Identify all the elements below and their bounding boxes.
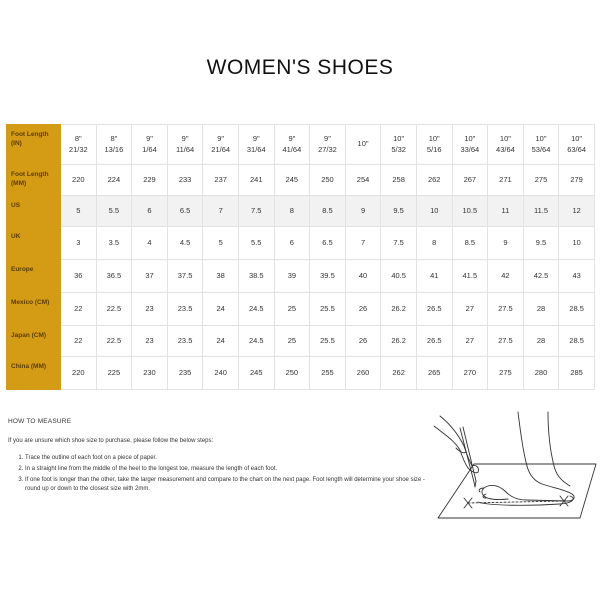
size-chart-row (7, 260, 595, 293)
size-cell: 220 (61, 165, 97, 196)
measure-step: 3. If one foot is longer than the other, take the larger measurement and compare to the chart on the next page. Foot length will determine your shoe size - round up or down to the closest size with 2mm. (25, 476, 428, 494)
size-cell: 9" 21/64 (203, 125, 239, 165)
row-header: UK (7, 227, 61, 260)
measure-step: 1. Trace the outline of each foot on a piece of paper. (25, 454, 428, 463)
size-cell: 12 (559, 196, 595, 227)
size-cell: 36.5 (96, 260, 132, 293)
size-cell: 8.5 (452, 227, 488, 260)
size-cell: 37 (132, 260, 168, 293)
size-cell: 250 (274, 357, 310, 390)
size-cell: 9" 11/64 (167, 125, 203, 165)
size-cell: 255 (310, 357, 346, 390)
size-cell: 8.5 (310, 196, 346, 227)
size-chart-row (7, 165, 595, 196)
size-cell: 9.5 (523, 227, 559, 260)
size-cell: 10.5 (452, 196, 488, 227)
size-cell: 9 (488, 227, 524, 260)
size-cell: 25.5 (310, 326, 346, 357)
size-cell: 22 (61, 293, 97, 326)
size-cell: 258 (381, 165, 417, 196)
size-cell: 38.5 (238, 260, 274, 293)
size-chart-body (7, 125, 595, 390)
size-cell: 10" 43/64 (488, 125, 524, 165)
size-cell: 22 (61, 326, 97, 357)
size-cell: 229 (132, 165, 168, 196)
size-cell: 271 (488, 165, 524, 196)
how-to-measure-steps (8, 454, 428, 494)
size-cell: 262 (416, 165, 452, 196)
size-cell: 41.5 (452, 260, 488, 293)
size-cell: 28 (523, 326, 559, 357)
size-cell: 6 (132, 196, 168, 227)
size-cell: 250 (310, 165, 346, 196)
page-title: WOMEN'S SHOES (206, 56, 394, 79)
size-cell: 27 (452, 293, 488, 326)
size-cell: 24.5 (238, 326, 274, 357)
size-cell: 237 (203, 165, 239, 196)
size-cell: 8 (274, 196, 310, 227)
size-cell: 9" 1/64 (132, 125, 168, 165)
size-cell: 285 (559, 357, 595, 390)
size-cell: 10 (559, 227, 595, 260)
size-cell: 24 (203, 326, 239, 357)
size-cell: 26.2 (381, 326, 417, 357)
size-cell: 254 (345, 165, 381, 196)
size-chart-table (6, 124, 595, 390)
size-cell: 40.5 (381, 260, 417, 293)
size-cell: 9.5 (381, 196, 417, 227)
size-cell: 8" 13/16 (96, 125, 132, 165)
size-cell: 25 (274, 293, 310, 326)
size-cell: 275 (523, 165, 559, 196)
size-chart-row (7, 125, 595, 165)
size-cell: 26.5 (416, 326, 452, 357)
size-chart-row (7, 196, 595, 227)
size-cell: 28.5 (559, 293, 595, 326)
foot-tracing-illustration-icon (430, 410, 598, 528)
size-cell: 39 (274, 260, 310, 293)
size-cell: 9" 27/32 (310, 125, 346, 165)
size-cell: 3.5 (96, 227, 132, 260)
size-cell: 10" (345, 125, 381, 165)
how-to-measure-intro: If you are unsure which shoe size to purchase, please follow the below steps: (8, 438, 214, 444)
size-cell: 10" 5/16 (416, 125, 452, 165)
size-cell: 26 (345, 326, 381, 357)
size-cell: 43 (559, 260, 595, 293)
measure-step: 2. In a straight line from the middle of the heel to the longest toe, measure the length of each foot. (25, 465, 428, 474)
size-cell: 9" 41/64 (274, 125, 310, 165)
size-cell: 11 (488, 196, 524, 227)
how-to-measure-heading: HOW TO MEASURE (8, 418, 72, 425)
size-cell: 4.5 (167, 227, 203, 260)
size-cell: 5.5 (238, 227, 274, 260)
size-cell: 26.5 (416, 293, 452, 326)
size-cell: 5 (61, 196, 97, 227)
size-cell: 22.5 (96, 326, 132, 357)
size-cell: 10" 5/32 (381, 125, 417, 165)
row-header: Mexico (CM) (7, 293, 61, 326)
size-cell: 5.5 (96, 196, 132, 227)
size-chart-row (7, 227, 595, 260)
size-cell: 22.5 (96, 293, 132, 326)
size-cell: 37.5 (167, 260, 203, 293)
size-cell: 260 (345, 357, 381, 390)
size-cell: 241 (238, 165, 274, 196)
size-cell: 279 (559, 165, 595, 196)
size-cell: 25 (274, 326, 310, 357)
size-cell: 270 (452, 357, 488, 390)
size-cell: 262 (381, 357, 417, 390)
size-cell: 23 (132, 293, 168, 326)
size-cell: 230 (132, 357, 168, 390)
size-cell: 8" 21/32 (61, 125, 97, 165)
size-cell: 6.5 (310, 227, 346, 260)
size-cell: 245 (274, 165, 310, 196)
size-cell: 42.5 (523, 260, 559, 293)
size-cell: 6 (274, 227, 310, 260)
row-header: Europe (7, 260, 61, 293)
size-cell: 28 (523, 293, 559, 326)
size-cell: 3 (61, 227, 97, 260)
size-chart-row (7, 357, 595, 390)
size-cell: 41 (416, 260, 452, 293)
size-cell: 24.5 (238, 293, 274, 326)
size-cell: 240 (203, 357, 239, 390)
size-cell: 27.5 (488, 326, 524, 357)
size-chart-row (7, 293, 595, 326)
size-cell: 233 (167, 165, 203, 196)
size-cell: 5 (203, 227, 239, 260)
size-cell: 11.5 (523, 196, 559, 227)
size-cell: 23.5 (167, 293, 203, 326)
size-cell: 23.5 (167, 326, 203, 357)
size-cell: 7 (345, 227, 381, 260)
size-cell: 225 (96, 357, 132, 390)
size-cell: 7.5 (381, 227, 417, 260)
size-cell: 42 (488, 260, 524, 293)
size-cell: 28.5 (559, 326, 595, 357)
size-cell: 9" 31/64 (238, 125, 274, 165)
how-to-measure-section (8, 418, 428, 496)
size-cell: 40 (345, 260, 381, 293)
size-cell: 10" 63/64 (559, 125, 595, 165)
size-cell: 275 (488, 357, 524, 390)
size-cell: 6.5 (167, 196, 203, 227)
size-cell: 25.5 (310, 293, 346, 326)
size-cell: 8 (416, 227, 452, 260)
size-cell: 10 (416, 196, 452, 227)
size-cell: 267 (452, 165, 488, 196)
size-cell: 9 (345, 196, 381, 227)
size-cell: 24 (203, 293, 239, 326)
size-cell: 23 (132, 326, 168, 357)
size-cell: 26.2 (381, 293, 417, 326)
size-cell: 7.5 (238, 196, 274, 227)
size-cell: 280 (523, 357, 559, 390)
size-cell: 27.5 (488, 293, 524, 326)
size-cell: 265 (416, 357, 452, 390)
size-cell: 36 (61, 260, 97, 293)
row-header: US (7, 196, 61, 227)
row-header: Foot Length (MM) (7, 165, 61, 196)
size-cell: 220 (61, 357, 97, 390)
size-cell: 7 (203, 196, 239, 227)
size-cell: 245 (238, 357, 274, 390)
size-chart-row (7, 326, 595, 357)
size-cell: 10" 53/64 (523, 125, 559, 165)
size-cell: 224 (96, 165, 132, 196)
row-header: Foot Length (IN) (7, 125, 61, 165)
row-header: China (MM) (7, 357, 61, 390)
size-cell: 10" 33/64 (452, 125, 488, 165)
row-header: Japan (CM) (7, 326, 61, 357)
size-cell: 4 (132, 227, 168, 260)
size-cell: 235 (167, 357, 203, 390)
size-cell: 26 (345, 293, 381, 326)
size-cell: 39.5 (310, 260, 346, 293)
size-cell: 27 (452, 326, 488, 357)
size-cell: 38 (203, 260, 239, 293)
